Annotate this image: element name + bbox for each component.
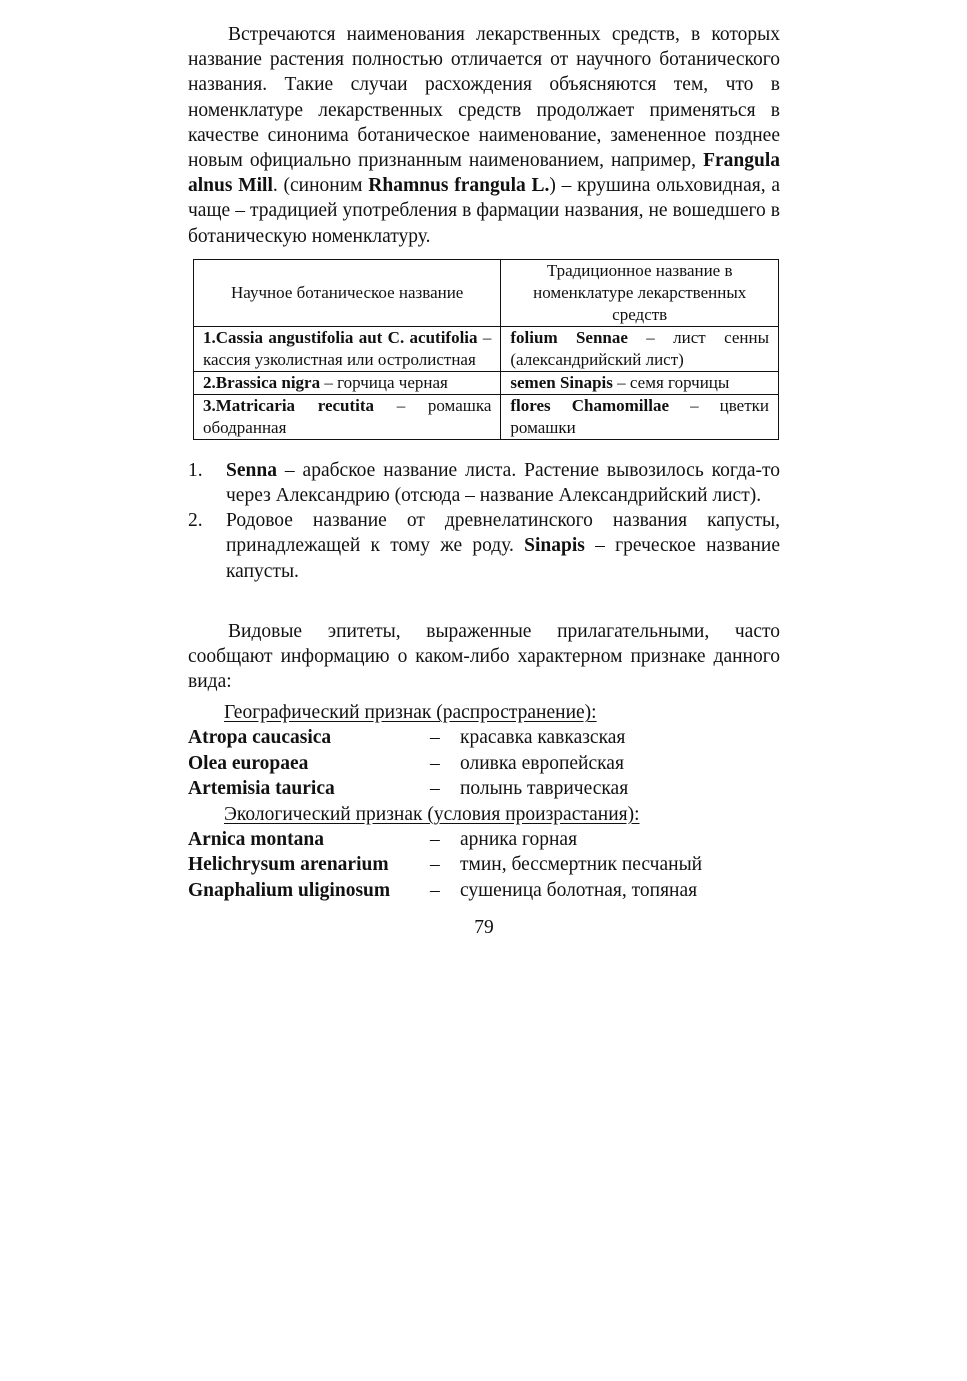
dash: – (430, 752, 440, 774)
cell-traditional (501, 371, 779, 394)
intro-text-1: Встречаются наименования лекарственных средств, в которых название растения полностью отличается от научного ботанического названия. Такие случаи расхождения объясняются тем, что в номенклатуре лекарственных средств продолжает применяться в качестве синонима ботаническое наименование, замененное позднее новым официально признанным наименованием, например, (188, 24, 780, 172)
traditional-latin: folium Sennae (510, 327, 628, 347)
cell-botanical (194, 371, 501, 394)
dash: – (430, 854, 440, 876)
header-scientific-name: Научное ботаническое название (194, 259, 501, 326)
footnotes (188, 458, 780, 584)
list-item (188, 852, 780, 878)
intro-text-3: ) – крушина ольховидная, а чаще – традицией употребления в фармации названия, не вошедшего в ботаническую номенклатуру. (188, 175, 780, 247)
dash: – (430, 727, 440, 749)
russian-name: тмин, бессмертник песчаный (460, 854, 703, 876)
dash: – (430, 879, 440, 901)
footnote-2 (188, 508, 780, 584)
ecological-heading: Экологический признак (условия произрастания): (224, 803, 640, 825)
footnote-body: – греческое название капусты. (226, 535, 780, 582)
table-row (194, 371, 779, 394)
footnote-body: Родовое название от древнелатинского названия капусты, принадлежащей к тому же роду. (226, 510, 780, 557)
latin-name: Olea europaea (188, 752, 309, 774)
dash: – (430, 778, 440, 800)
botanical-latin: 2.Brassica nigra (203, 372, 321, 392)
latin-name: Atropa caucasica (188, 727, 332, 749)
russian-name: полынь таврическая (460, 778, 629, 800)
geographic-heading: Географический признак (распространение): (224, 702, 597, 724)
russian-name: арника горная (460, 828, 578, 850)
latin-name: Gnaphalium uliginosum (188, 879, 391, 901)
traditional-russian: – лист сенны (александрийский лист) (510, 327, 769, 369)
botanical-latin: 1.Cassia angustifolia aut C. acutifolia (203, 327, 478, 347)
footnote-body: – арабское название листа. Растение вывозилось когда-то через Александрию (отсюда – название Александрийский лист). (226, 459, 780, 507)
footnote-term: Senna (226, 459, 277, 481)
footnote-term: Sinapis (524, 535, 585, 557)
botanical-latin: 3.Matricaria recutita (203, 395, 375, 415)
dash: – (430, 828, 440, 850)
botanical-russian: – горчица черная (320, 372, 448, 392)
botanical-russian: – кассия узколистная или остролистная (203, 327, 492, 369)
list-item (188, 776, 780, 802)
epithets-paragraph: Видовые эпитеты, выраженные прилагательными, часто сообщают информацию о каком-либо характерном признаке данного вида: (188, 620, 780, 693)
traditional-latin: semen Sinapis (510, 372, 613, 392)
russian-name: сушеница болотная, топяная (460, 879, 698, 901)
latin-name: Arnica montana (188, 828, 324, 850)
cell-traditional (501, 394, 779, 439)
latin-name: Helichrysum arenarium (188, 854, 389, 876)
ecological-list (188, 827, 780, 904)
footnote-text (226, 458, 780, 508)
cell-traditional (501, 326, 779, 371)
book-page (188, 22, 780, 939)
traditional-latin: flores Chamomillae (510, 395, 670, 415)
footnote-text (226, 508, 780, 584)
table-row (194, 394, 779, 439)
footnote-number: 2. (188, 510, 203, 532)
russian-name: оливка европейская (460, 752, 624, 774)
latin-term-rhamnus: Rhamnus frangula L. (368, 175, 550, 197)
geographic-list (188, 725, 780, 802)
table-row (194, 326, 779, 371)
latin-name: Artemisia taurica (188, 778, 335, 800)
list-item (188, 725, 780, 751)
intro-text-2: . (синоним (272, 175, 369, 197)
botanical-russian: – ромашка ободранная (203, 395, 492, 437)
page-number: 79 (474, 917, 494, 939)
names-table (193, 259, 779, 440)
list-item (188, 878, 780, 904)
header-traditional-name: Традиционное название в номенклатуре лекарственных средств (501, 259, 779, 326)
list-item (188, 827, 780, 853)
table-header-row (194, 259, 779, 326)
cell-botanical (194, 394, 501, 439)
traditional-russian: – цветки ромашки (510, 395, 769, 437)
russian-name: красавка кавказская (460, 727, 626, 749)
cell-botanical (194, 326, 501, 371)
footnote-1 (188, 458, 780, 508)
footnote-number: 1. (188, 459, 203, 481)
intro-paragraph (188, 22, 780, 249)
traditional-russian: – семя горчицы (612, 372, 730, 392)
list-item (188, 751, 780, 777)
latin-term-frangula: Frangula alnus Mill (188, 150, 780, 197)
